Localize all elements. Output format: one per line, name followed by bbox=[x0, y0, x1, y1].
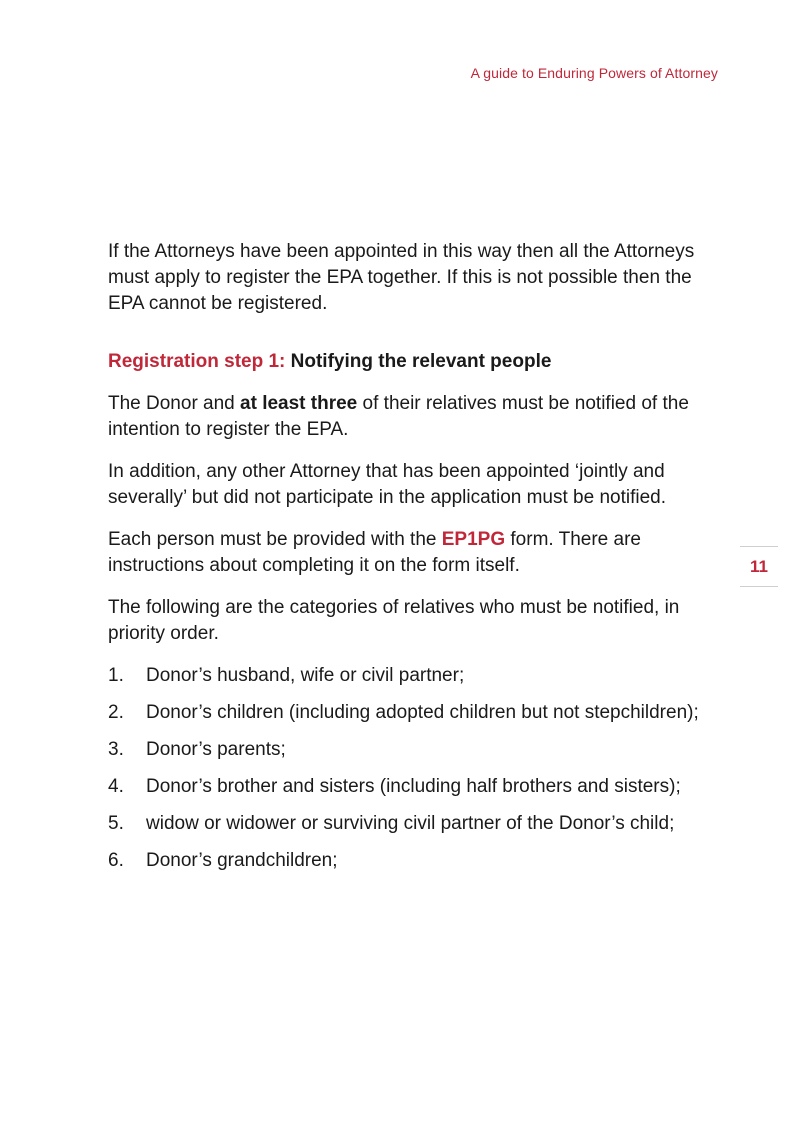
list-item bbox=[108, 811, 708, 837]
list-number: 6. bbox=[108, 850, 124, 871]
form-code: EP1PG bbox=[441, 529, 506, 550]
list-item bbox=[108, 663, 708, 689]
attorney-notification-paragraph: In addition, any other Attorney that has been appointed ‘jointly and severally’ but did not participate in the application must be notified. bbox=[108, 461, 667, 508]
list-text: widow or widower or surviving civil partner of the Donor’s child; bbox=[146, 813, 675, 834]
list-text: Donor’s parents; bbox=[146, 739, 286, 760]
list-number: 1. bbox=[108, 665, 124, 686]
step-title: Notifying the relevant people bbox=[290, 351, 552, 372]
list-item bbox=[108, 737, 708, 763]
p1-before: The Donor and bbox=[108, 393, 241, 414]
list-item bbox=[108, 774, 708, 800]
p1-emphasis: at least three bbox=[240, 393, 358, 414]
list-number: 5. bbox=[108, 813, 124, 834]
list-number: 2. bbox=[108, 702, 124, 723]
relatives-priority-list bbox=[108, 663, 708, 874]
form-paragraph bbox=[108, 527, 708, 579]
list-text: Donor’s grandchildren; bbox=[146, 850, 338, 871]
page-content bbox=[108, 239, 708, 885]
section-heading bbox=[108, 349, 708, 375]
list-number: 4. bbox=[108, 776, 124, 797]
running-header: A guide to Enduring Powers of Attorney bbox=[470, 65, 718, 81]
intro-paragraph: If the Attorneys have been appointed in this way then all the Attorneys must apply to register the EPA together. If this is not possible then the EPA cannot be registered. bbox=[108, 241, 695, 314]
list-item bbox=[108, 700, 708, 726]
list-text: Donor’s brother and sisters (including half brothers and sisters); bbox=[146, 776, 681, 797]
categories-intro-paragraph: The following are the categories of relatives who must be notified, in priority order. bbox=[108, 597, 680, 644]
p1-after: of their relatives must be notified of the intention to register the EPA. bbox=[108, 393, 689, 440]
p3-after: form. There are instructions about completing it on the form itself. bbox=[108, 529, 641, 576]
page-number-tab: 11 bbox=[740, 546, 778, 587]
list-item bbox=[108, 848, 708, 874]
donor-notification-paragraph bbox=[108, 391, 708, 443]
p3-before: Each person must be provided with the bbox=[108, 529, 442, 550]
step-label: Registration step 1: bbox=[108, 351, 286, 372]
list-number: 3. bbox=[108, 739, 124, 760]
list-text: Donor’s children (including adopted children but not stepchildren); bbox=[146, 702, 699, 723]
list-text: Donor’s husband, wife or civil partner; bbox=[146, 665, 465, 686]
